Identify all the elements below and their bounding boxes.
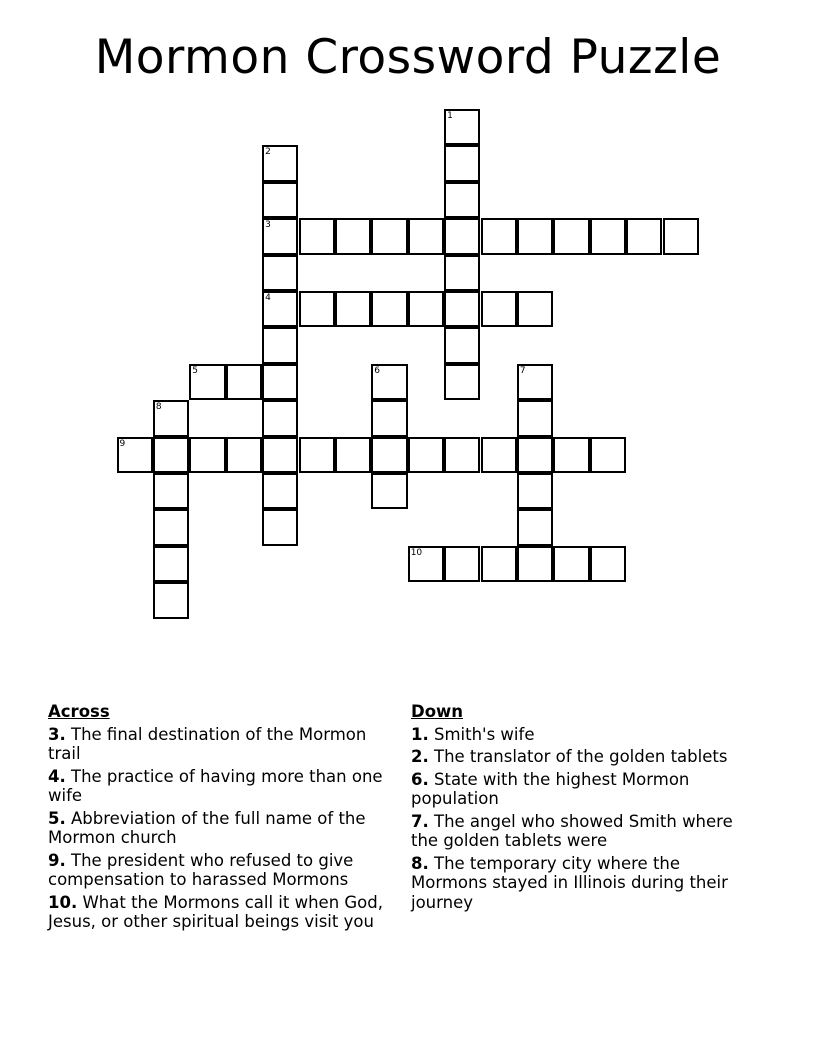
clue-down-2 [411,747,761,767]
crossword-cell[interactable] [262,145,298,181]
clue-number: 6. [411,769,429,789]
crossword-cell[interactable] [517,218,553,254]
clue-text: The practice of having more than one wife [48,766,383,805]
crossword-cell[interactable] [590,546,626,582]
clue-number-label: 2 [265,147,271,158]
clue-text: The temporary city where the Mormons stayed in Illinois during their journey [411,853,728,912]
crossword-cell[interactable] [444,182,480,218]
crossword-cell[interactable] [517,400,553,436]
page-title: Mormon Crossword Puzzle [94,30,722,85]
down-heading: Down [411,702,464,721]
crossword-cell[interactable] [444,109,480,145]
crossword-cell[interactable] [517,546,553,582]
crossword-cell[interactable] [517,437,553,473]
crossword-cell[interactable] [371,473,407,509]
crossword-cell[interactable] [262,291,298,327]
clue-across-10 [48,893,388,932]
crossword-cell[interactable] [408,437,444,473]
clue-text: What the Mormons call it when God, Jesus, or other spiritual beings visit you [48,892,383,931]
crossword-cell[interactable] [262,255,298,291]
crossword-cell[interactable] [626,218,662,254]
clue-number-label: 5 [192,365,199,376]
clue-number: 1. [411,724,429,744]
clue-down-7 [411,812,761,851]
crossword-cell[interactable] [444,546,480,582]
clue-number: 9. [48,850,66,870]
crossword-cell[interactable] [189,364,225,400]
crossword-cell[interactable] [335,218,371,254]
crossword-cell[interactable] [444,327,480,363]
clue-number: 10. [48,892,78,912]
crossword-cell[interactable] [371,218,407,254]
crossword-cell[interactable] [371,400,407,436]
clue-number-label: 9 [119,438,126,449]
crossword-cell[interactable] [262,327,298,363]
clue-number-label: 8 [155,402,162,413]
crossword-cell[interactable] [153,400,189,436]
clue-number: 7. [411,811,429,831]
clue-number: 5. [48,808,66,828]
crossword-cell[interactable] [553,437,589,473]
crossword-cell[interactable] [444,218,480,254]
crossword-cell[interactable] [590,437,626,473]
crossword-cell[interactable] [371,364,407,400]
crossword-cell[interactable] [262,509,298,545]
clue-across-9 [48,851,388,890]
crossword-cell[interactable] [335,291,371,327]
across-heading: Across [48,702,110,721]
clue-number-label: 6 [374,365,381,376]
clue-number: 3. [48,724,66,744]
crossword-cell[interactable] [153,509,189,545]
crossword-cell[interactable] [408,291,444,327]
crossword-cell[interactable] [481,546,517,582]
clue-number: 4. [48,766,66,786]
crossword-cell[interactable] [262,473,298,509]
crossword-cell[interactable] [153,582,189,618]
crossword-cell[interactable] [153,546,189,582]
crossword-cell[interactable] [444,364,480,400]
clue-text: Smith's wife [434,724,535,744]
crossword-cell[interactable] [371,437,407,473]
crossword-cell[interactable] [590,218,626,254]
crossword-cell[interactable] [517,509,553,545]
crossword-cell[interactable] [335,437,371,473]
clue-number: 2. [411,747,429,766]
crossword-cell[interactable] [262,400,298,436]
crossword-cell[interactable] [262,218,298,254]
clue-across-5 [48,809,388,848]
across-clues [48,702,388,935]
clue-number-label: 10 [410,547,423,558]
crossword-cell[interactable] [299,218,335,254]
clue-down-8 [411,854,761,913]
crossword-cell[interactable] [663,218,699,254]
clue-number-label: 1 [447,111,453,121]
clue-number-label: 3 [265,220,271,231]
clue-number: 8. [411,853,429,873]
crossword-cell[interactable] [189,437,225,473]
crossword-cell[interactable] [226,437,262,473]
crossword-cell[interactable] [444,255,480,291]
crossword-cell[interactable] [262,437,298,473]
clue-number-label: 4 [265,293,271,303]
clue-text: The translator of the golden tablets [434,747,728,766]
clue-down-6 [411,770,761,809]
clue-text: Abbreviation of the full name of the Mormon church [48,808,366,847]
crossword-cell[interactable] [117,437,153,473]
clue-number-label: 7 [519,365,526,376]
clue-text: State with the highest Mormon population [411,769,690,808]
crossword-cell[interactable] [481,291,517,327]
crossword-cell[interactable] [553,218,589,254]
crossword-cell[interactable] [517,364,553,400]
crossword-cell[interactable] [408,218,444,254]
clue-across-3 [48,725,388,764]
crossword-cell[interactable] [444,145,480,181]
crossword-cell[interactable] [481,437,517,473]
clue-text: The angel who showed Smith where the golden tablets were [411,811,733,850]
crossword-cell[interactable] [481,218,517,254]
crossword-cell[interactable] [371,291,407,327]
crossword-cell[interactable] [444,291,480,327]
clue-text: The final destination of the Mormon trail [48,724,367,763]
crossword-cell[interactable] [408,546,444,582]
crossword-cell[interactable] [517,291,553,327]
down-clues [411,702,761,915]
crossword-cell[interactable] [153,437,189,473]
crossword-cell[interactable] [299,437,335,473]
crossword-cell[interactable] [553,546,589,582]
clue-text: The president who refused to give compensation to harassed Mormons [48,850,354,889]
crossword-cell[interactable] [153,473,189,509]
crossword-cell[interactable] [299,291,335,327]
clue-across-4 [48,767,388,806]
crossword-cell[interactable] [262,364,298,400]
clue-down-1 [411,725,761,745]
crossword-cell[interactable] [226,364,262,400]
crossword-cell[interactable] [444,437,480,473]
crossword-cell[interactable] [262,182,298,218]
crossword-cell[interactable] [517,473,553,509]
